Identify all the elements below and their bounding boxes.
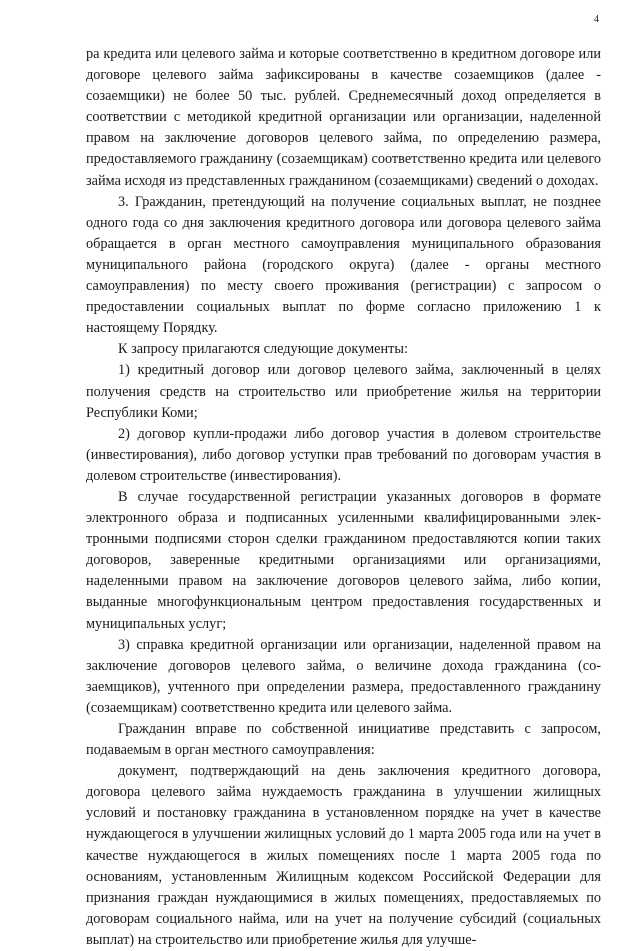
paragraph-own-initiative: Гражданин вправе по собственной инициативе представить с запросом, подаваемым в орган местного самоуправления:	[86, 721, 601, 759]
page-number: 4	[594, 14, 599, 25]
paragraph-housing-need-document: документ, подтверждающий на день заключения кредитного договора, договора целевого займа нуждаемость гражданина в улучшении жилищных условий и постановку гражданина в установленном порядке на учет в качестве нуждающегося в улучшении жилищных условий до 1 марта 2005 года или на учет в качестве нуждающегося в жилых помещениях после 1 марта 2005 года по основаниям, установленным Жилищным кодексом Российской Федерации для признания граждан нуждающимися в жилых помещениях, предоставляемых по договорам социального найма, или на учет на получение субсидий (социальных выплат) на строительство или приобретение жилья для улучше-	[86, 763, 601, 948]
paragraph-item-3: 3. Гражданин, претендующий на получение социальных выплат, не позднее одного года со дня заключения кредитного договора или договора целевого займа обращается в орган местного самоуправления муниципального образования муниципального района (городского округа) (далее - органы местного самоуправления) по месту своего проживания (регистрации) с запросом о предоставлении социальных выплат по форме согласно приложению 1 к настоящему Порядку.	[86, 193, 601, 337]
paragraph-continuation: ра кредита или целевого займа и которые соответственно в кредитном договоре или договоре целевого займа зафиксированы в качестве созаемщиков (далее - созаемщики) не более 50 тыс. рублей. Среднемесячный доход определяется в соответствии с методикой кредитной организации или организации, наделенной правом на заключение договоров целевого займа, по определению размера, предоставляемого гражданину (созаемщикам) соответственно кредита или целевого займа исходя из представленных гражданином (созаемщиками) сведений о доходах.	[86, 46, 601, 189]
paragraph-electronic-registration: В случае государственной регистрации указанных договоров в формате электронного образа и подписанных усиленными квалифицированными электронными подписями сторон сделки гражданином предоставляются копии таких договоров, заверенные кредитными организациями или организациями, наделенными правом на заключение договоров целевого займа, либо копии, выданные многофункциональным центром предоставления государственных и муниципальных услуг;	[86, 488, 601, 632]
list-item-3: 3) справка кредитной организации или организации, наделенной правом на заключение договоров целевого займа, о величине дохода гражданина (созаемщиков), учтенного при определении размера, предоставленного гражданину (созаемщикам) соответственно кредита или целевого займа.	[86, 636, 601, 716]
list-item-1: 1) кредитный договор или договор целевого займа, заключенный в целях получения средств на строительство или приобретение жилья на территории Республики Коми;	[86, 362, 601, 421]
list-item-2: 2) договор купли-продажи либо договор участия в долевом строительстве (инвестирования), либо договор уступки прав требований по договорам участия в долевом строительстве (инвестирования).	[86, 425, 601, 484]
paragraph-documents-intro: К запросу прилагаются следующие документы:	[118, 341, 408, 358]
body-text	[86, 44, 601, 951]
